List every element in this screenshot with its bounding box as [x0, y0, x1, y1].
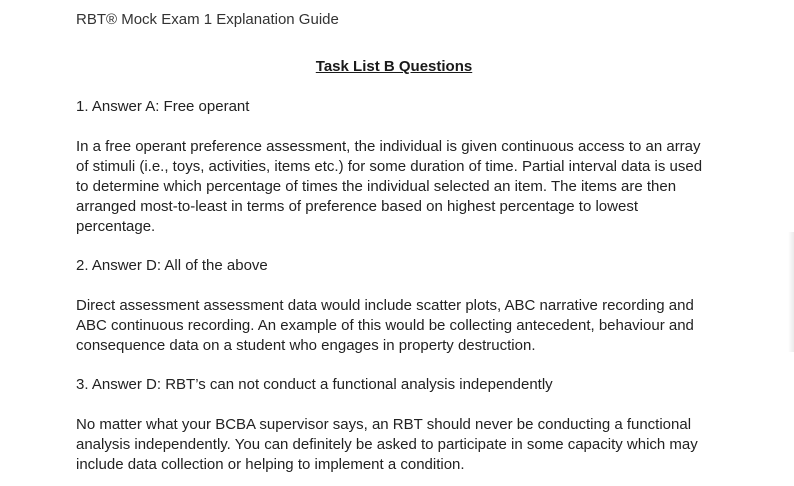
explanation-2 — [76, 296, 716, 356]
explanation-3-line-1: No matter what your BCBA supervisor says, an RBT should never be conducting a functional — [76, 416, 692, 433]
answer-2: 2. Answer D: All of the above — [76, 257, 268, 274]
explanation-2-line-1: Direct assessment assessment data would include scatter plots, ABC narrative recording and — [76, 297, 694, 314]
explanation-3 — [76, 415, 716, 475]
explanation-3-line-2: analysis independently. You can definitely be asked to participate in some capacity which may — [76, 436, 698, 453]
page-edge-shadow — [788, 232, 794, 352]
document-header: RBT® Mock Exam 1 Explanation Guide — [76, 11, 339, 28]
explanation-1-line-2: of stimuli (i.e., toys, activities, items etc.) for some duration of time. Partial interval data is used — [76, 158, 703, 175]
explanation-1-line-4: arranged most-to-least in terms of preference based on highest percentage to lowest — [76, 198, 638, 215]
section-title: Task List B Questions — [315, 58, 473, 75]
explanation-3-line-3: include data collection or helping to implement a condition. — [76, 456, 465, 473]
explanation-1-line-1: In a free operant preference assessment, the individual is given continuous access to an array — [76, 138, 701, 155]
explanation-1 — [76, 137, 716, 237]
answer-1: 1. Answer A: Free operant — [76, 98, 250, 115]
explanation-2-line-3: consequence data on a student who engages in property destruction. — [76, 337, 536, 354]
answer-3: 3. Answer D: RBT’s can not conduct a functional analysis independently — [76, 376, 553, 393]
explanation-1-line-5: percentage. — [76, 218, 156, 235]
explanation-2-line-2: ABC continuous recording. An example of this would be collecting antecedent, behaviour and — [76, 317, 694, 334]
explanation-1-line-3: to determine which percentage of times the individual selected an item. The items are then — [76, 178, 677, 195]
